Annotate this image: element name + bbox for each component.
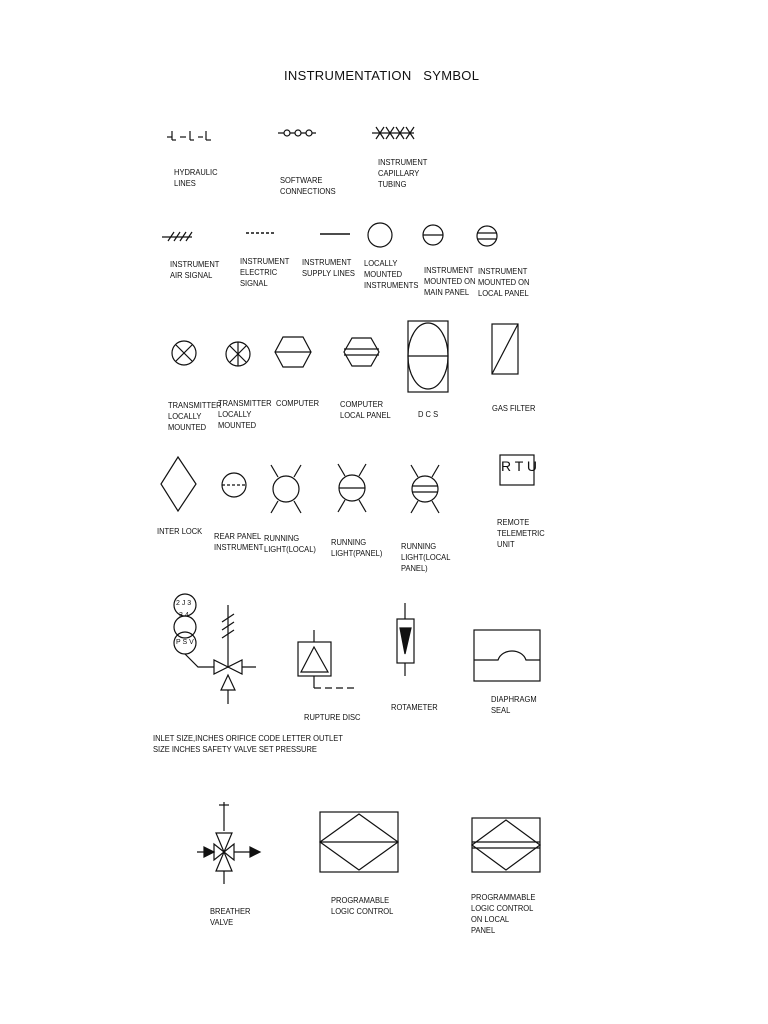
diaphragm-seal-symbol [474,630,540,681]
psv-symbol-text-bottom: P S V [176,639,194,646]
label-local-panel: INSTRUMENT MOUNTED ON LOCAL PANEL [478,267,530,298]
label-rotameter: ROTAMETER [391,703,438,712]
software-connections-symbol [278,130,316,136]
plc-symbol [320,812,398,872]
air-signal-symbol [162,232,192,241]
capillary-tubing-symbol [372,127,414,139]
label-electric-signal: INSTRUMENT ELECTRIC SIGNAL [240,257,290,288]
hydraulic-lines-symbol [167,131,211,140]
label-rear-panel: REAR PANEL INSTRUMENT [214,532,264,552]
running-light-local-symbol [271,465,301,513]
label-hydraulic-lines: HYDRAULIC LINES [174,168,218,188]
label-diaphragm-seal: DIAPHRAGM SEAL [491,695,537,715]
label-inlet-size: INLET SIZE,INCHES ORIFICE CODE LETTER OUTLET SIZE INCHES SAFETY VALVE SET PRESSURE [153,734,343,754]
label-transmitter-local-1: TRANSMITTER LOCALLY MOUNTED [168,401,222,432]
label-plc: PROGRAMABLE LOGIC CONTROL [331,896,394,916]
label-running-light-local: RUNNING LIGHT(LOCAL) [264,534,316,554]
local-panel-symbol [477,226,497,246]
rotameter-symbol [397,603,414,676]
label-software-connections: SOFTWARE CONNECTIONS [280,176,336,196]
dcs-symbol [408,321,448,392]
label-supply-lines: INSTRUMENT SUPPLY LINES [302,258,355,278]
rtu-symbol-text: R T U [501,458,538,474]
gas-filter-symbol [492,324,518,374]
running-light-local-panel-symbol [411,465,439,513]
psv-symbol-text-mid: 3 4 [179,612,189,619]
transmitter-local-2-symbol [226,342,250,366]
label-computer: COMPUTER [276,399,320,408]
label-air-signal: INSTRUMENT AIR SIGNAL [170,260,220,280]
label-computer-local-panel: COMPUTER LOCAL PANEL [340,400,391,420]
breather-valve-symbol [197,802,260,884]
label-breather-valve: BREATHER VALVE [210,907,251,927]
interlock-symbol [161,457,196,511]
transmitter-local-1-symbol [172,341,196,365]
rear-panel-symbol [222,473,246,497]
label-rtu: REMOTE TELEMETRIC UNIT [497,518,545,549]
label-transmitter-local-2: TRANSMITTER LOCALLY MOUNTED [218,399,272,430]
rupture-disc-symbol [298,630,358,688]
label-main-panel: INSTRUMENT MOUNTED ON MAIN PANEL [424,266,476,297]
computer-symbol [275,337,311,367]
locally-mounted-symbol [368,223,392,247]
psv-symbol-text-top: 2 J 3 [176,600,192,607]
running-light-panel-symbol [338,464,366,512]
label-running-light-panel: RUNNING LIGHT(PANEL) [331,538,383,558]
label-capillary-tubing: INSTRUMENT CAPILLARY TUBING [378,158,428,189]
label-interlock: INTER LOCK [157,527,203,536]
label-rupture-disc: RUPTURE DISC [304,713,361,722]
page-title: INSTRUMENTATION SYMBOL [284,68,480,83]
label-running-light-local-panel: RUNNING LIGHT(LOCAL PANEL) [401,542,451,573]
label-locally-mounted: LOCALLY MOUNTED INSTRUMENTS [364,259,419,290]
label-dcs: D C S [418,410,439,419]
label-gas-filter: GAS FILTER [492,404,536,413]
plc-local-panel-symbol [472,818,540,872]
label-plc-local-panel: PROGRAMMABLE LOGIC CONTROL ON LOCAL PANEL [471,893,536,935]
computer-local-panel-symbol [344,338,379,366]
main-panel-symbol [423,225,443,245]
